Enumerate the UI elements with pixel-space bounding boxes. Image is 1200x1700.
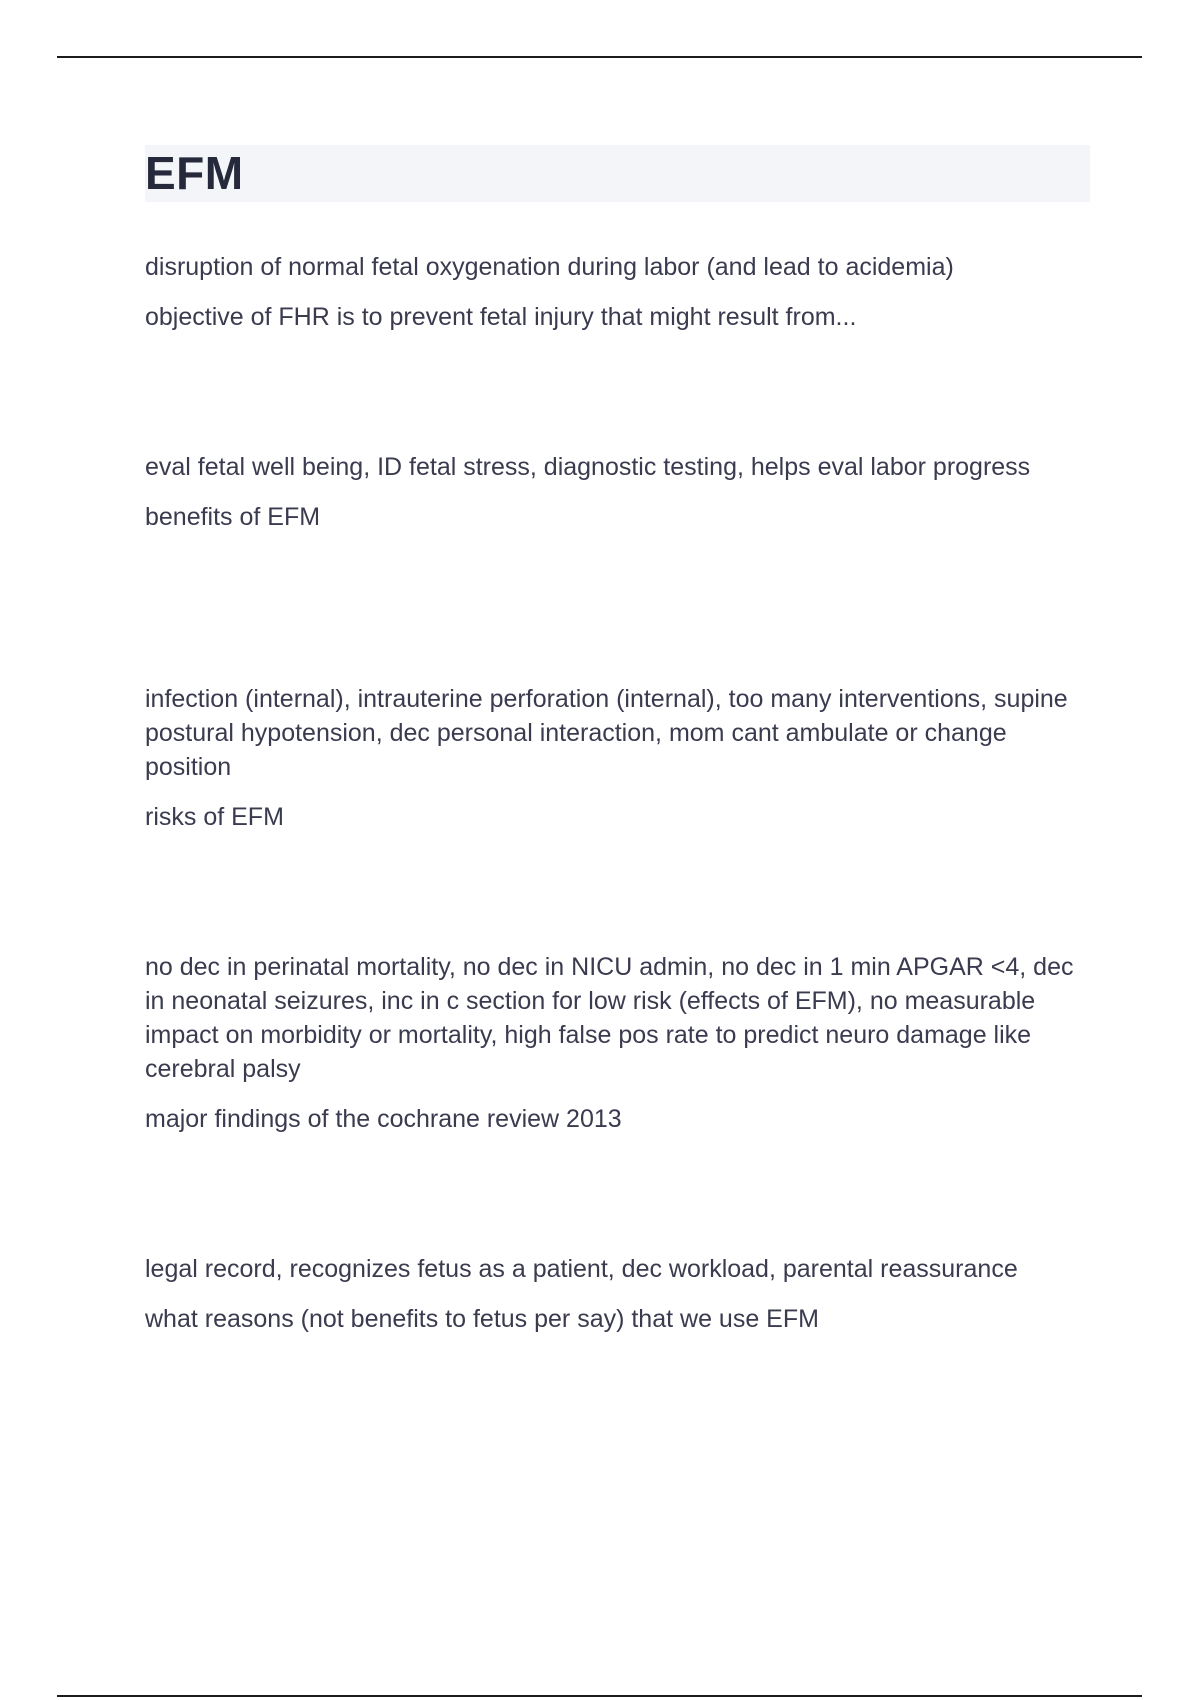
flashcard-3 (145, 682, 1085, 834)
flashcard-5 (145, 1252, 1085, 1336)
flashcard-1 (145, 250, 1085, 334)
card-question: what reasons (not benefits to fetus per say) that we use EFM (145, 1305, 819, 1333)
card-question: risks of EFM (145, 803, 284, 831)
top-rule (57, 56, 1142, 58)
flashcard-4 (145, 950, 1085, 1136)
card-question: objective of FHR is to prevent fetal injury that might result from... (145, 303, 857, 331)
bottom-rule (57, 1695, 1142, 1697)
card-question: major findings of the cochrane review 2013 (145, 1105, 622, 1133)
card-answer: eval fetal well being, ID fetal stress, diagnostic testing, helps eval labor progress (145, 453, 1031, 481)
card-answer: legal record, recognizes fetus as a patient, dec workload, parental reassurance (145, 1255, 1018, 1283)
card-answer: no dec in perinatal mortality, no dec in NICU admin, no dec in 1 min APGAR <4, dec in neonatal seizures, inc in c section for low risk (effects of EFM), no measurable impact on morbidity or mortality, high false pos rate to predict neuro damage like cerebral palsy (145, 953, 1074, 1083)
flashcard-2 (145, 450, 1085, 534)
card-answer: infection (internal), intrauterine perforation (internal), too many interventions, supine postural hypotension, dec personal interaction, mom cant ambulate or change position (145, 685, 1068, 781)
title-band (145, 145, 1090, 202)
document-title: EFM (145, 147, 244, 199)
card-answer: disruption of normal fetal oxygenation during labor (and lead to acidemia) (145, 253, 954, 281)
card-question: benefits of EFM (145, 503, 321, 531)
